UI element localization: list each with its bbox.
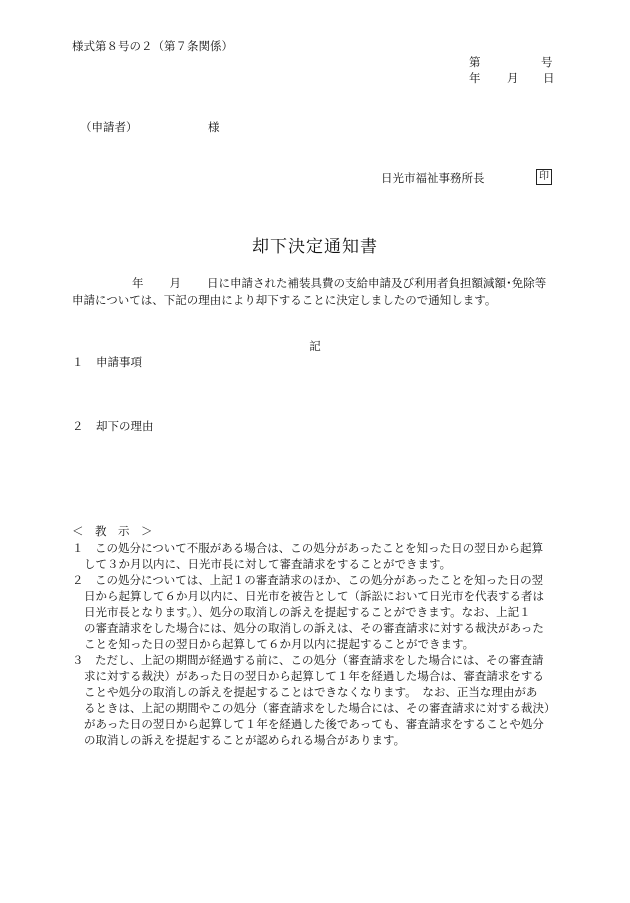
body-line-2: 申請については、下記の理由により却下することに決定しましたので通知します。 [72, 293, 497, 307]
ki-heading: 記 [309, 339, 321, 353]
notice-line: ことや処分の取消しの訴えを提起することはできなくなります。 なお、正当な理由があ [84, 685, 538, 699]
notice-line: の審査請求をした場合には、処分の取消しの訴えは、その審査請求に対する裁決があった [84, 621, 544, 635]
date-month: 月 [507, 71, 519, 85]
body-year: 年 [132, 276, 144, 290]
body-line-1-text: 日に申請された補装具費の支給申請及び利用者負担額減額･免除等 [207, 276, 547, 290]
item-reason [72, 418, 154, 435]
applicant-label: （申請者） [80, 120, 138, 134]
item-number: ２ [72, 419, 84, 433]
item-application [72, 354, 142, 371]
document-number [469, 54, 553, 71]
body-month: 月 [169, 276, 181, 290]
date-year: 年 [469, 71, 481, 85]
notice-line: の取消しの訴えを提起することが認められる場合があります。 [84, 733, 406, 747]
date-day: 日 [543, 71, 555, 85]
notice-line: 求に対する裁決）があった日の翌日から起算して１年を経過した場合は、審査請求をする [84, 669, 544, 683]
number-suffix: 号 [541, 55, 553, 69]
page-title: 却下決定通知書 [252, 237, 378, 257]
applicant-line [80, 119, 220, 136]
number-prefix: 第 [469, 55, 481, 69]
notice-line: １ この処分について不服がある場合は、この処分があったことを知った日の翌日から起算 [72, 541, 544, 555]
item-number: １ [72, 355, 84, 369]
form-number: 様式第８号の２（第７条関係） [72, 39, 233, 53]
notice-line: ３ ただし、上記の期間が経過する前に、この処分（審査請求をした場合には、その審査請 [72, 653, 544, 667]
notice-line: ことを知った日の翌日から起算して６か月以内に提起することができます。 [84, 637, 475, 651]
notice-line: 日から起算して６か月以内に、日光市を被告として（訴訟において日光市を代表する者は [84, 589, 544, 603]
issuer-name: 日光市福祉事務所長 [381, 171, 485, 185]
applicant-honorific: 様 [208, 120, 220, 134]
notice-line: して３か月以内に、日光市長に対して審査請求をすることができます。 [84, 557, 452, 571]
item-label: 申請事項 [96, 355, 142, 369]
notice-line: るときは、上記の期間やこの処分（審査請求をした場合には、その審査請求に対する裁決） [84, 701, 556, 715]
notice-line: ２ この処分については、上記１の審査請求のほか、この処分があったことを知った日の翌 [72, 573, 544, 587]
body-line-1 [72, 275, 546, 292]
notice-header: ＜ 教 示 ＞ [72, 524, 153, 538]
item-label: 却下の理由 [96, 419, 154, 433]
notice-line: 日光市長となります。）、処分の取消しの訴えを提起することができます。なお、上記１ [84, 605, 531, 619]
notice-line: があった日の翌日から起算して１年を経過した後であっても、審査請求をすることや処分 [84, 717, 544, 731]
seal-mark: 印 [536, 169, 552, 185]
